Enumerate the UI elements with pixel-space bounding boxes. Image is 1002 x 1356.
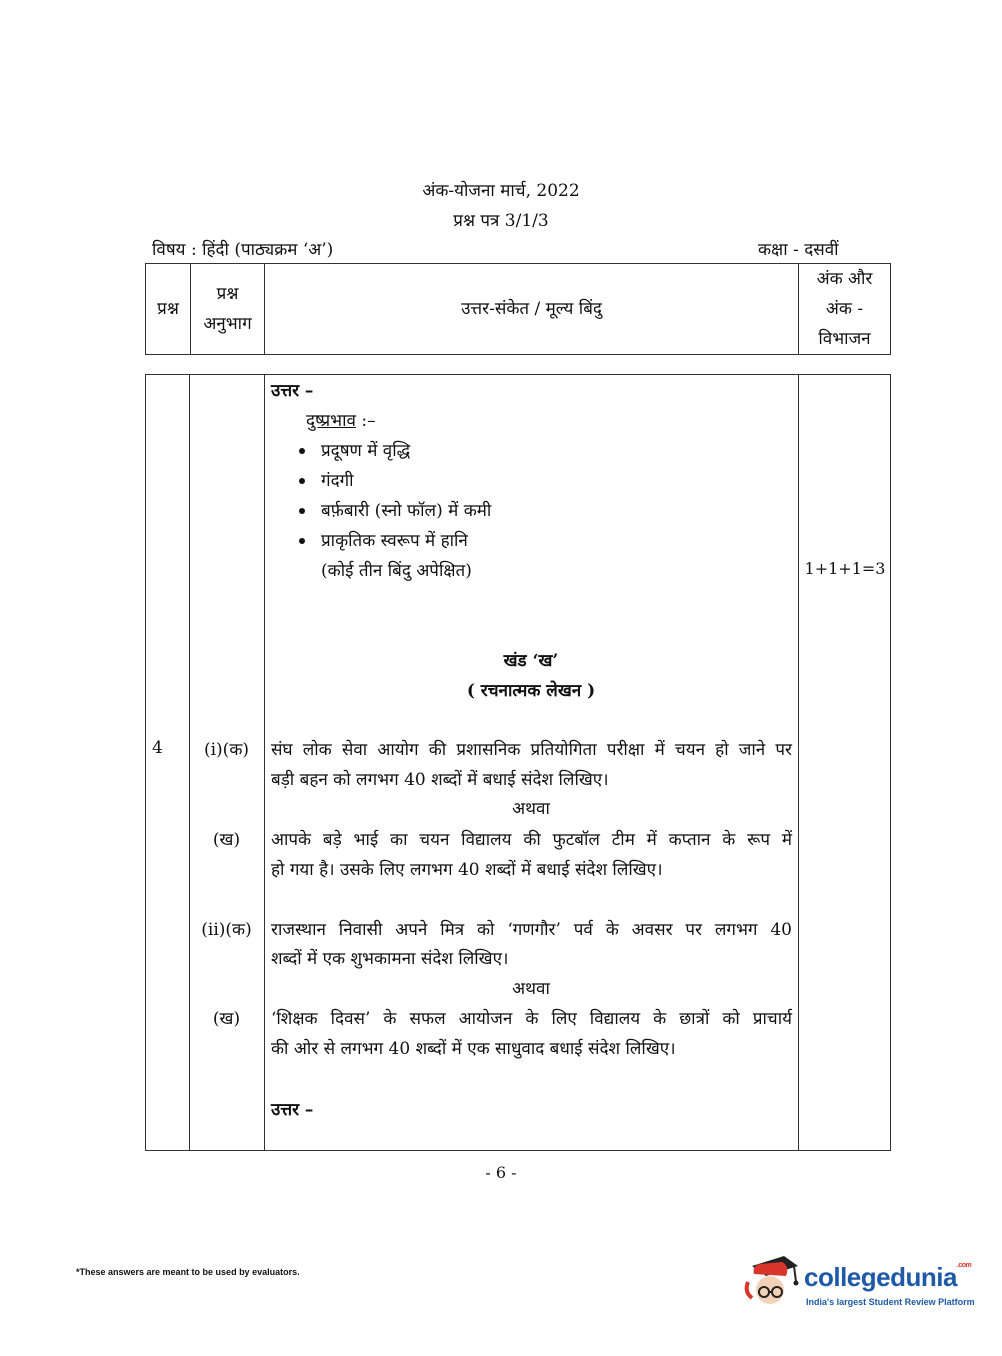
question-text-line: हो गया है। उसके लिए लगभग 40 शब्दों में बधाई संदेश लिखिए।: [271, 860, 663, 880]
bullet-dot: [299, 538, 305, 544]
brand-tagline: India's largest Student Review Platform: [806, 1297, 975, 1307]
part-label-i-ka: (i)(क): [203, 740, 250, 760]
marks-breakdown: 1+1+1=3: [804, 559, 886, 578]
effects-subhead: दुष्प्रभाव: [306, 411, 356, 431]
mascot-icon: [742, 1252, 802, 1314]
header-marks-line2: अंक -: [825, 299, 864, 319]
header-section: [191, 264, 265, 355]
answer-note: (कोई तीन बिंदु अपेक्षित): [321, 561, 472, 581]
header-marks-line3: विभाजन: [818, 329, 871, 349]
part-label-ii-ka: (ii)(क): [201, 920, 252, 940]
brand-suffix: .com: [956, 1262, 972, 1269]
class-label: कक्षा - दसवीं: [758, 240, 839, 260]
or-separator: अथवा: [512, 799, 550, 819]
question-text-line: ‘शिक्षक दिवस’ के सफल आयोजन के लिए विद्यालय के छात्रों को प्राचार्य: [271, 1009, 792, 1029]
effects-subhead-suffix: :–: [361, 411, 376, 431]
section-title: खंड ‘ख’: [503, 651, 559, 671]
header-section-line2: अनुभाग: [203, 314, 252, 334]
document-title: अंक-योजना मार्च, 2022: [422, 181, 580, 201]
header-question: प्रश्न: [146, 264, 191, 355]
question-text-line: की ओर से लगभग 40 शब्दों में एक साधुवाद बधाई संदेश लिखिए।: [271, 1039, 676, 1059]
question-number: 4: [152, 738, 163, 758]
effects-heading: [306, 408, 376, 431]
header-marks-line1: अंक और: [816, 269, 873, 289]
part-label-i-kha: (ख): [212, 830, 241, 850]
brand-name: collegedunia: [804, 1262, 957, 1292]
brand-logo: [804, 1262, 971, 1293]
header-answer: उत्तर-संकेत / मूल्य बिंदु: [265, 264, 799, 355]
question-text-line: आपके बड़े भाई का चयन विद्यालय की फुटबॉल टीम में कप्तान के रूप में: [271, 830, 792, 850]
effect-item: गंदगी: [321, 471, 354, 491]
question-text-line: बड़ी बहन को लगभग 40 शब्दों में बधाई संदेश लिखिए।: [271, 770, 609, 790]
body-table: [145, 374, 891, 1151]
effect-item: प्रदूषण में वृद्धि: [321, 441, 411, 461]
effect-item: प्राकृतिक स्वरूप में हानि: [321, 531, 468, 551]
question-text-line: राजस्थान निवासी अपने मित्र को ‘गणगौर’ पर्व के अवसर पर लगभग 40: [271, 920, 792, 940]
header-section-line1: प्रश्न: [216, 284, 239, 304]
bullet-dot: [299, 508, 305, 514]
question-text-line: संघ लोक सेवा आयोग की प्रशासनिक प्रतियोगिता परीक्षा में चयन हो जाने पर: [271, 740, 792, 760]
evaluator-disclaimer: *These answers are meant to be used by evaluators.: [76, 1267, 300, 1277]
or-separator: अथवा: [512, 979, 550, 999]
answer-label: उत्तर –: [271, 1100, 314, 1120]
part-label-ii-kha: (ख): [212, 1009, 241, 1029]
question-text-line: शब्दों में एक शुभकामना संदेश लिखिए।: [271, 949, 509, 969]
answer-label: उत्तर –: [271, 381, 314, 401]
effect-item: बर्फ़बारी (स्नो फॉल) में कमी: [321, 501, 492, 521]
bullet-dot: [299, 478, 305, 484]
page-number: - 6 -: [485, 1163, 517, 1182]
section-subtitle: ( रचनात्मक लेखन ): [466, 681, 596, 701]
header-marks: [799, 264, 891, 355]
header-table: [145, 263, 891, 355]
subject-label: विषय : हिंदी (पाठ्यक्रम ‘अ’): [152, 240, 334, 260]
paper-code: प्रश्न पत्र 3/1/3: [453, 211, 549, 231]
bullet-dot: [299, 448, 305, 454]
